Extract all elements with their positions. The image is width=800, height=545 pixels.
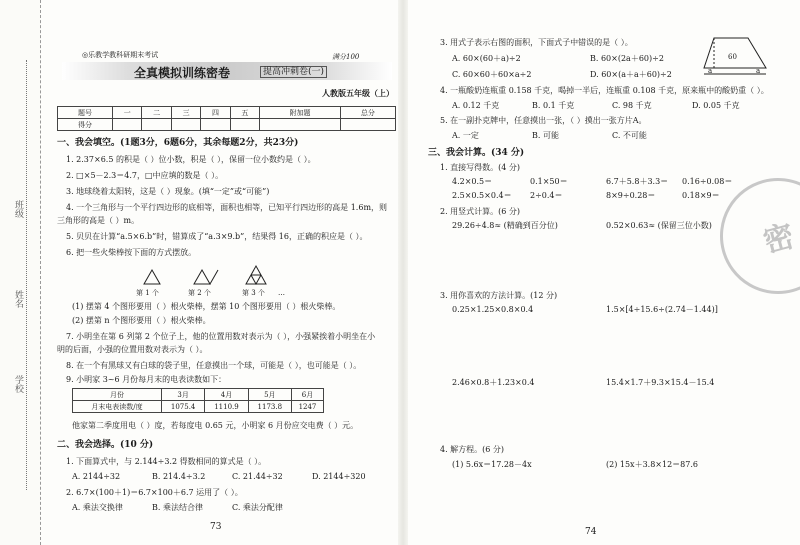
oral-calc-item: 2.5×0.5×0.4＝ xyxy=(452,191,512,200)
score-cell[interactable] xyxy=(230,119,259,131)
vertical-calc-a: 29.26÷4.8≈ (精确到百分位) xyxy=(452,221,558,230)
section-2-title: 二、我会选择。(10 分) xyxy=(57,440,154,450)
binding-label-name: 姓名 xyxy=(13,290,23,308)
score-col: 五 xyxy=(230,107,259,119)
question-3: 3. 地球绕着太阳转，这是（ ）现象。(填“一定”或“可能”) xyxy=(66,187,270,196)
title-banner xyxy=(62,62,392,80)
choice-4-opt-a[interactable]: A. 0.12 千克 xyxy=(452,101,500,110)
score-cell[interactable] xyxy=(201,119,230,131)
calc-4-title: 4. 解方程。(6 分) xyxy=(440,445,505,454)
equation-item: (1) 5.6x＝17.28－4x xyxy=(452,460,532,469)
oral-calc-item: 0.16÷0.08＝ xyxy=(682,177,733,186)
figure-label-60: 60 xyxy=(728,53,737,61)
method-calc-item: 0.25×1.25×0.8×0.4 xyxy=(452,305,534,314)
elec-head: 6月 xyxy=(291,389,323,401)
elec-head: 3月 xyxy=(161,389,204,401)
choice-1-opt-d[interactable]: D. 2144÷320 xyxy=(312,472,366,481)
choice-4-opt-d[interactable]: D. 0.05 千克 xyxy=(692,101,740,110)
question-6-2: (2) 摆第 n 个图形要用（ ）根火柴棒。 xyxy=(72,316,211,325)
question-7b: 明的后面，小强的位置用数对表示为（ ）。 xyxy=(57,345,208,354)
full-score: 满分100 xyxy=(332,53,360,61)
choice-4-opt-b[interactable]: B. 0.1 千克 xyxy=(532,101,575,110)
watermark-stamp: 密 xyxy=(707,165,800,307)
choice-1-opt-c[interactable]: C. 21.44÷32 xyxy=(232,472,283,481)
figure-more-label: … xyxy=(278,289,285,297)
choice-1: 1. 下面算式中，与 2.144÷3.2 得数相同的算式是（ ）。 xyxy=(66,457,267,466)
score-col: 附加题 xyxy=(260,107,341,119)
score-row-label: 得分 xyxy=(58,119,113,131)
equation-item: (2) 15x＋3.8×12＝87.6 xyxy=(606,460,698,469)
choice-3-opt-c[interactable]: C. 60×60＋60×a÷2 xyxy=(452,70,532,79)
method-calc-item: 1.5×[4÷15.6÷(2.74－1.44)] xyxy=(606,305,718,314)
question-1: 1. 2.37×6.5 的积是（ ）位小数，积是（ ），保留一位小数约是（ ）。 xyxy=(66,155,316,164)
choice-1-opt-b[interactable]: B. 214.4÷3.2 xyxy=(152,472,206,481)
cut-line xyxy=(26,60,27,490)
calc-1-title: 1. 直接写得数。(4 分) xyxy=(440,163,521,172)
section-1-title: 一、我会填空。(1题3分，6题6分，其余每题2分，共23分) xyxy=(57,138,299,148)
oral-calc-item: 2÷0.4＝ xyxy=(530,191,563,200)
banner-subtitle: 提高冲刺卷(一) xyxy=(260,66,327,78)
choice-5-opt-b[interactable]: B. 可能 xyxy=(532,131,559,140)
score-col: 一 xyxy=(113,107,142,119)
question-5: 5. 贝贝在计算“a.5×6.b”时，错算成了“a.3×9.b”，结果得 16，正确的积应是（ ）。 xyxy=(66,232,368,241)
score-table xyxy=(57,106,396,131)
score-cell[interactable] xyxy=(142,119,171,131)
oral-calc-item: 0.1×50＝ xyxy=(530,177,568,186)
figure-2-label: 第 2 个 xyxy=(188,289,211,297)
figure-3-label: 第 3 个 xyxy=(242,289,265,297)
binding-label-class: 班级 xyxy=(13,200,23,218)
elec-head: 月份 xyxy=(73,389,162,401)
score-col: 四 xyxy=(201,107,230,119)
choice-4: 4. 一瓶酸奶连瓶重 0.158 千克，喝掉一半后，连瓶重 0.108 千克，原来瓶中的酸奶重（ ）。 xyxy=(440,86,769,95)
choice-2: 2. 6.7×(100＋1)＝6.7×100＋6.7 运用了（ ）。 xyxy=(66,488,243,497)
elec-cell: 1173.8 xyxy=(248,401,291,413)
choice-1-opt-a[interactable]: A. 2144÷32 xyxy=(72,472,121,481)
elec-cell: 1075.4 xyxy=(161,401,204,413)
section-3-title: 三、我会计算。(34 分) xyxy=(428,148,525,158)
electricity-table xyxy=(72,388,324,413)
page-number-right: 74 xyxy=(585,527,597,537)
method-calc-item: 15.4×1.7＋9.3×15.4－15.4 xyxy=(606,378,715,387)
elec-cell: 月末电表读数/度 xyxy=(73,401,162,413)
question-6-1: (1) 摆第 4 个图形要用（ ）根火柴棒，摆第 10 个图形要用（ ）根火柴棒。 xyxy=(72,302,341,311)
choice-5-opt-c[interactable]: C. 不可能 xyxy=(612,131,647,140)
elec-head: 5月 xyxy=(248,389,291,401)
oral-calc-item: 0.18×9＝ xyxy=(682,191,720,200)
choice-5: 5. 在一副扑克牌中，任意摸出一张，（ ）摸出一张方片A。 xyxy=(440,116,647,125)
vertical-calc-b: 0.52×0.63≈ (保留三位小数) xyxy=(606,221,712,230)
question-8: 8. 在一个有黑球又有白球的袋子里，任意摸出一个球，可能是（ ），也可能是（ ）。 xyxy=(66,361,362,370)
question-4b: 三角形的高是（ ）m。 xyxy=(57,216,140,225)
score-cell[interactable] xyxy=(260,119,341,131)
figure-label-a-left: a xyxy=(708,67,713,75)
choice-3-opt-b[interactable]: B. 60×(2a＋60)÷2 xyxy=(590,54,664,63)
calc-2-title: 2. 用竖式计算。(6 分) xyxy=(440,207,521,216)
score-cell[interactable] xyxy=(171,119,200,131)
question-2: 2. □×5－2.3＝4.7，□中应填的数是（ ）。 xyxy=(66,171,224,180)
page-spine xyxy=(398,0,408,545)
choice-2-opt-b[interactable]: B. 乘法结合律 xyxy=(152,503,203,512)
question-7a: 7. 小明坐在第 6 列第 2 个位子上，他的位置用数对表示为（ ），小强紧挨着小明坐在小 xyxy=(66,332,376,341)
page-number-left: 73 xyxy=(210,522,222,532)
figure-label-a-right: a xyxy=(756,67,761,75)
figure-2-shape xyxy=(194,270,218,284)
binding-margin xyxy=(0,0,41,545)
score-cell[interactable] xyxy=(340,119,395,131)
elec-cell: 1110.9 xyxy=(205,401,248,413)
figure-1-shape xyxy=(144,270,160,284)
choice-2-opt-c[interactable]: C. 乘法分配律 xyxy=(232,503,283,512)
choice-4-opt-c[interactable]: C. 98 千克 xyxy=(612,101,652,110)
figure-3-shape xyxy=(246,266,266,284)
oral-calc-item: 8×9÷0.28＝ xyxy=(606,191,656,200)
banner-title: 全真模拟训练密卷 xyxy=(134,66,231,80)
question-9: 9. 小明家 3~6 月份每月末的电表读数如下： xyxy=(66,375,227,384)
score-col: 二 xyxy=(142,107,171,119)
oral-calc-item: 4.2×0.5＝ xyxy=(452,177,493,186)
score-col: 总分 xyxy=(340,107,395,119)
choice-5-opt-a[interactable]: A. 一定 xyxy=(452,131,479,140)
oral-calc-item: 6.7＋5.8＋3.3＝ xyxy=(606,177,669,186)
score-col: 三 xyxy=(171,107,200,119)
question-4a: 4. 一个三角形与一个平行四边形的底相等，面积也相等，已知平行四边形的高是 1.6m，则 xyxy=(66,203,388,212)
edition-label: 人教版五年级（上） xyxy=(322,88,394,98)
question-9b: 他家第二季度用电（ ）度，若每度电 0.65 元，小明家 6 月份应交电费（ ）元。 xyxy=(72,421,359,430)
score-cell[interactable] xyxy=(113,119,142,131)
method-calc-item: 2.46×0.8＋1.23×0.4 xyxy=(452,378,535,387)
calc-3-title: 3. 用你喜欢的方法计算。(12 分) xyxy=(440,291,558,300)
choice-3: 3. 用式子表示右图的面积，下面式子中错误的是（ ）。 xyxy=(440,38,633,47)
choice-2-opt-a[interactable]: A. 乘法交换律 xyxy=(72,503,123,512)
choice-3-opt-a[interactable]: A. 60×(60＋a)÷2 xyxy=(452,54,521,63)
score-col: 题号 xyxy=(58,107,113,119)
elec-cell: 1247 xyxy=(291,401,323,413)
choice-3-opt-d[interactable]: D. 60×(a＋a＋60)÷2 xyxy=(590,70,672,79)
binding-label-school: 学校 xyxy=(13,375,23,393)
elec-head: 4月 xyxy=(205,389,248,401)
exam-tag: ◎乐教学教科研期末考试 xyxy=(82,51,159,59)
figure-1-label: 第 1 个 xyxy=(136,289,159,297)
question-6: 6. 把一些火柴棒按下面的方式摆放。 xyxy=(66,248,197,257)
